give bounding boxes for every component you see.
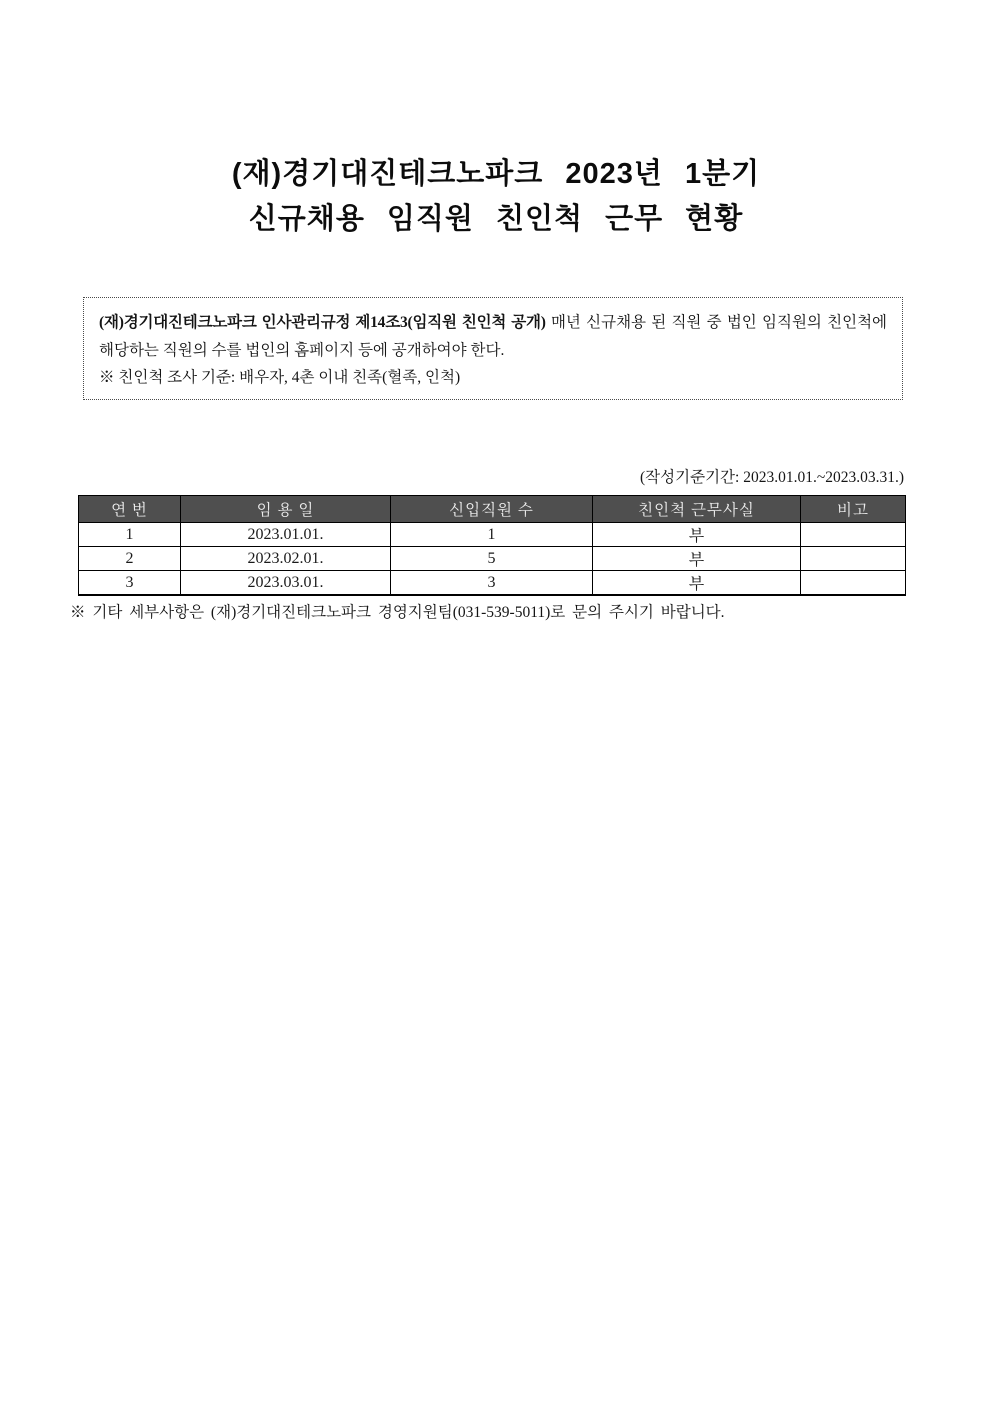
period-caption: (작성기준기간: 2023.01.01.~2023.03.31.): [640, 469, 904, 486]
regulation-paragraph: [99, 309, 887, 364]
table-header-row: [79, 496, 906, 523]
table-row: [79, 571, 906, 596]
page-title: [0, 152, 992, 242]
cell-note: [801, 547, 906, 571]
new-hire-relatives-table: [78, 495, 906, 596]
criteria-note: ※ 친인척 조사 기준: 배우자, 4촌 이내 친족(혈족, 인척): [99, 369, 461, 386]
page-title-line1: (재)경기대진테크노파크 2023년 1분기: [231, 158, 761, 190]
table-row: [79, 523, 906, 547]
regulation-notice-box: [83, 297, 903, 400]
header-cell-note: 비고: [801, 496, 906, 523]
cell-count: 5: [391, 547, 593, 571]
cell-fact: 부: [593, 547, 801, 571]
header-cell-date: 임 용 일: [181, 496, 391, 523]
cell-count: 3: [391, 571, 593, 596]
header-cell-number: 연 번: [79, 496, 181, 523]
cell-note: [801, 523, 906, 547]
cell-number: 1: [79, 523, 181, 547]
page-title-line2: 신규채용 임직원 친인척 근무 현황: [248, 203, 744, 235]
cell-note: [801, 571, 906, 596]
header-cell-count: 신입직원 수: [391, 496, 593, 523]
cell-number: 2: [79, 547, 181, 571]
cell-count: 1: [391, 523, 593, 547]
cell-date: 2023.03.01.: [181, 571, 391, 596]
table-row: [79, 547, 906, 571]
cell-number: 3: [79, 571, 181, 596]
contact-footnote: ※ 기타 세부사항은 (재)경기대진테크노파크 경영지원팀(031-539-5011)로 문의 주시기 바랍니다.: [70, 604, 725, 621]
cell-fact: 부: [593, 571, 801, 596]
cell-date: 2023.01.01.: [181, 523, 391, 547]
header-cell-fact: 친인척 근무사실: [593, 496, 801, 523]
cell-date: 2023.02.01.: [181, 547, 391, 571]
regulation-body-text: 매년 신규채용 된 직원 중 법인 임직원의 친인척에 해당하는 직원의 수를 법인의 홈페이지 등에 공개하여야 한다.: [99, 314, 888, 359]
regulation-title-bold: (재)경기대진테크노파크 인사관리규정 제14조3(임직원 친인척 공개): [99, 314, 546, 331]
cell-fact: 부: [593, 523, 801, 547]
